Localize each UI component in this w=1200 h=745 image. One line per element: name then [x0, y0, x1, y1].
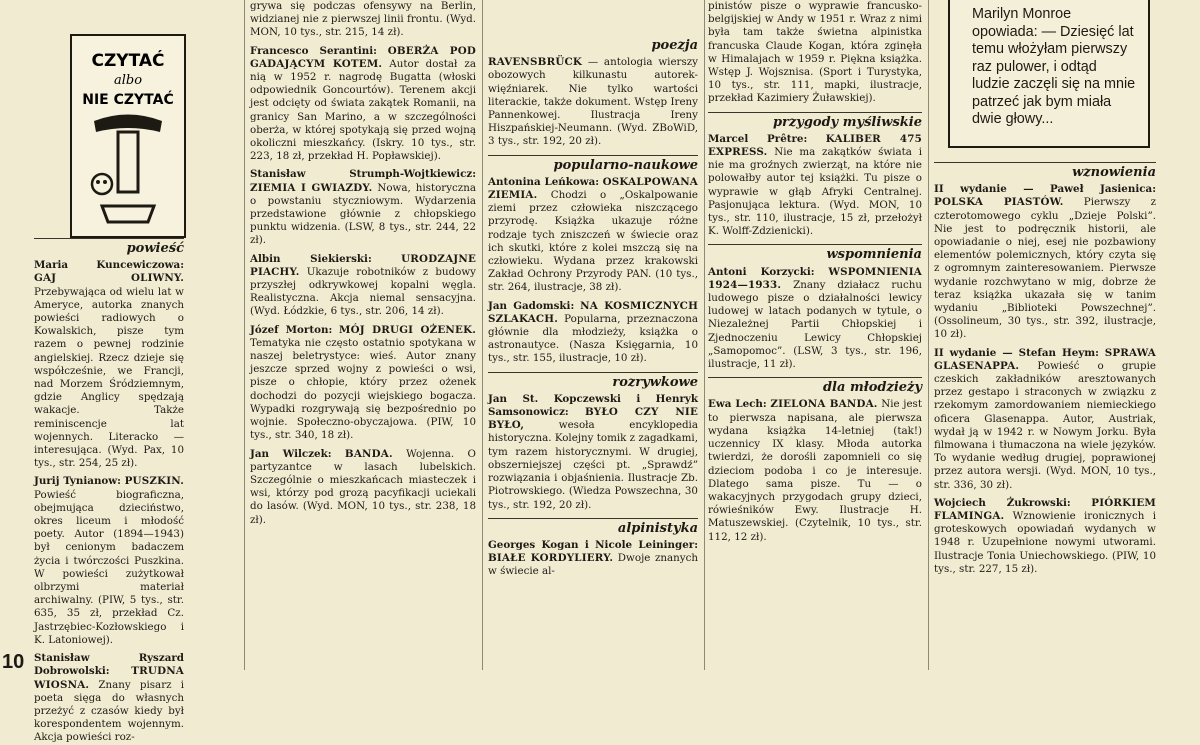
column-rule	[244, 0, 245, 670]
column-rule	[704, 0, 705, 670]
entry: Jan St. Kopczewski i Henryk Samsonowicz: BYŁO CZY NIE BYŁO, wesoła encyklopedia historyczna. Kolejny tomik z zagadkami, tym razem historycznymi. W drugiej, obszerniejszej części pt. „Sprawdź” rozwiązania i objaśnienia. Ilustracje Zb. Piotrowskiego. (Wiedza Powszechna, 30 tys., str. 192, 20 zł).	[488, 392, 698, 511]
section-heading: przygody myśliwskie	[708, 112, 922, 129]
entry: Stanisław Strumph-Wojtkiewicz: ZIEMIA I GWIAZDY. Nowa, historyczna o powstaniu styczniowym. Wydarzenia przedstawione głównie z chłopskiego punktu widzenia. (LSW, 8 tys., str. 244, 22 zł).	[250, 168, 476, 247]
column-5	[934, 0, 1156, 670]
column-3	[488, 0, 698, 670]
column-2	[250, 0, 476, 670]
section-heading: dla młodzieży	[708, 377, 922, 394]
logo-line1: CZYTAĆ	[91, 51, 165, 71]
logo-line2: albo	[113, 73, 143, 88]
entry: Georges Kogan i Nicole Leininger: BIAŁE KORDYLIERY. Dwoje znanych w świecie al-	[488, 538, 698, 578]
entry: Albin Siekierski: URODZAJNE PIACHY. Ukazuje robotników z budowy przyszłej odkrywkowej kopalni węgla. Realistyczna. Akcja niemal sensacyjna. (Wyd. Łódzkie, 6 tys., str. 206, 14 zł).	[250, 252, 476, 318]
section-heading: poezja	[651, 38, 698, 53]
section-heading: wznowienia	[934, 162, 1156, 179]
section-heading: popularno-naukowe	[488, 155, 698, 172]
entry: pinistów pisze o wyprawie francusko-belgijskiej w Andy w 1951 r. Wraz z nimi była tam także świetna alpinistka francuska Claude Kogan, która zginęła w Himalajach w 1959 r. Piękna książka. Wstęp J. Wojsznisa. (Sport i Turystyka, 10 tys., str. 111, mapki, ilustracje, przekład Kazimiery Żuławskiej).	[708, 0, 922, 105]
entry: Wojciech Żukrowski: PIÓRKIEM FLAMINGA. Wznowienie ironicznych i groteskowych opowiadań wydanych w 1948 r. Uzupełnione nowymi utworami. Ilustracje Tonia Uniechowskiego. (PIW, 10 tys., str. 227, 15 zł).	[934, 496, 1156, 575]
entry: Jan Gadomski: NA KOSMICZNYCH SZLAKACH. Popularna, przeznaczona głównie dla młodzieży, książka o astronautyce. (Nasza Księgarnia, 10 tys., str. 155, ilustracje, 10 zł).	[488, 299, 698, 365]
column-4	[708, 0, 922, 670]
entry: Jurij Tynianow: PUSZKIN. Powieść biograficzna, obejmująca dzieciństwo, okres liceum i młodość poety. Autor (1894—1943) był cenionym badaczem życia i twórczości Puszkina. W powieści zużytkował olbrzymi materiał archiwalny. (PIW, 5 tys., str. 635, 35 zł, przekład Cz. Jastrzębiec-Kozłowskiego i K. Latoniowej).	[34, 475, 184, 646]
column-rule	[928, 0, 929, 670]
entry: Maria Kuncewiczowa: GAJ OLIWNY. Przebywająca od wielu lat w Ameryce, autorka znanych powieści radiowych o Kowalskich, pisze tym razem o pewnej rodzinie angielskiej. Rzecz dzieje się współcześnie, we Francji, nad Morzem Śródziemnym, gdzie Anglicy spędzają wakacje. Także reminiscencje lat wojennych. Literacko — interesująca. (Wyd. Pax, 10 tys., str. 254, 25 zł).	[34, 259, 184, 470]
section-heading: rozrywkowe	[488, 372, 698, 389]
entry: Antoni Korzycki: WSPOMNIENIA 1924—1933. Znany działacz ruchu ludowego pisze o działalności lewicy ludowej w latach podanych w tytule, o Niezależnej Partii Chłopskiej i Zjednoczeniu Lewicy Chłopskiej „Samopomoc”. (LSW, 3 tys., str. 196, ilustracje, 11 zł).	[708, 265, 922, 371]
entry: Ewa Lech: ZIELONA BANDA. Nie jest to pierwsza napisana, ale pierwsza wydana książka 14-letniej (tak!) uczennicy IX klasy. Młoda autorka twierdzi, że dorośli zapomnieli co się dzieciom podoba i co je interesuje. Dlatego sama pisze. Tu — o wakacyjnych przygodach grupy dzieci, rówieśników Ewy. Ilustracje H. Matuszewskiej. (Czytelnik, 10 tys., str. 112, 12 zł).	[708, 398, 922, 543]
logo-line3: NIE CZYTAĆ	[82, 92, 174, 108]
entry: grywa się podczas ofensywy na Berlin, widzianej nie z pierwszej linii frontu. (Wyd. MON, 10 tys., str. 215, 14 zł).	[250, 0, 476, 39]
entry: II wydanie — Stefan Heym: SPRAWA GLASENAPPA. Powieść o grupie czeskich zakładników aresztowanych przez gestapo i straconych w związku z rzekomym zamordowaniem niemieckiego oficera Glasenappa. Autor, Austriak, wydał ją w 1942 r. w Nowym Jorku. Była filmowana i tłumaczona na wiele języków. To wydanie według drugiej, poprawionej przez autora wersji. (Wyd. MON, 10 tys., str. 336, 30 zł).	[934, 346, 1156, 491]
quote-text: Marilyn Monroe opowiada: — Dziesięć lat temu włożyłam pierwszy raz pulower, i odtąd ludzie zaczęli się na mnie patrzeć jak bym miała dwie głowy...	[972, 6, 1136, 127]
entry: Stanisław Ryszard Dobrowolski: TRUDNA WIOSNA. Znany pisarz i poeta sięga do własnych przeżyć z czasów kiedy był korespondentem wojennym. Akcja powieści roz-	[34, 652, 184, 744]
section-heading: wspomnienia	[708, 244, 922, 261]
column-rule	[482, 0, 483, 670]
entry: Jan Wilczek: BANDA. Wojenna. O partyzantce w lasach lubelskich. Szczególnie o mieszkańcach miasteczek i wsi, którzy pod grozą pacyfikacji uciekali do lasów. (Wyd. MON, 10 tys., str. 238, 18 zł).	[250, 447, 476, 526]
entry: Antonina Leńkowa: OSKALPOWANA ZIEMIA. Chodzi o „Oskalpowanie ziemi przez człowieka niszczącego przyrodę. Książka ukazuje różne rodzaje tych zniszczeń w świecie oraz ich skutki, które z kolei mszczą się na człowieku. Wydana przez krakowski Zakład Ochrony Przyrody PAN. (10 tys., str. 264, ilustracje, 38 zł).	[488, 175, 698, 294]
page-number: 10	[2, 651, 25, 673]
section-heading: alpinistyka	[488, 518, 698, 535]
entry: RAVENSBRÜCK — antologia wierszy obozowych kilkunastu autorek-więźniarek. Nie tylko wartości literackie, także dokument. Wstęp Ireny Pannenkowej. Ilustracja Ireny Hiszpańskiej-Neumann. (Wyd. ZBoWiD, 3 tys., str. 192, 20 zł).	[488, 56, 698, 148]
entry: Marcel Prêtre: KALIBER 475 EXPRESS. Nie ma zakątków świata i nie ma groźnych zwierząt, na które nie polowałby autor tej książki. Tu pisze o wyprawie w głąb Afryki Centralnej. Pasjonująca lektura. (Wyd. MON, 10 tys., str. 110, ilustracje, 15 zł, przełożył K. Wolff-Zdzienicki).	[708, 132, 922, 238]
entry: II wydanie — Paweł Jasienica: POLSKA PIASTÓW. Pierwszy z czterotomowego cyklu „Dzieje Polski”. Nie jest to podręcznik historii, ale opowiadanie o niej, esej nie pozbawiony elementów polemicznych, który czyta się z ogromnym zainteresowaniem. Pierwsze wydanie rozchwytano w mig, dobrze że teraz książka ukazała się w tanim wydaniu „Biblioteki Powszechnej”. (Ossolineum, 30 tys., str. 392, ilustracje, 10 zł).	[934, 183, 1156, 341]
entry: Francesco Serantini: OBERŻA POD GADAJĄCYM KOTEM. Autor dostał za nią w 1952 r. nagrodę Bugatta (włoski odpowiednik Goncourtów). Terenem akcji jest odcięty od świata zakątek Romanii, na granicy San Marino, a w szczególności oberża, w której spotykają się przed wojną okoliczni mieszkańcy. (Iskry. 10 tys., str. 223, 18 zł, przekład H. Popławskiej).	[250, 44, 476, 163]
section-heading: powieść	[34, 238, 184, 255]
entry: Józef Morton: MÓJ DRUGI OŻENEK. Tematyka nie często ostatnio spotykana w naszej beletrystyce: wieś. Autor znany jeszcze sprzed wojny z powieści o wsi, pisze o chłopie, który przez ożenek dochodzi do pozycji wiejskiego bogacza. Wypadki rozgrywają się bezpośrednio po wojnie. Społeczno-obyczajowa. (PIW, 10 tys., str. 340, 18 zł).	[250, 323, 476, 442]
column-1	[34, 0, 184, 744]
